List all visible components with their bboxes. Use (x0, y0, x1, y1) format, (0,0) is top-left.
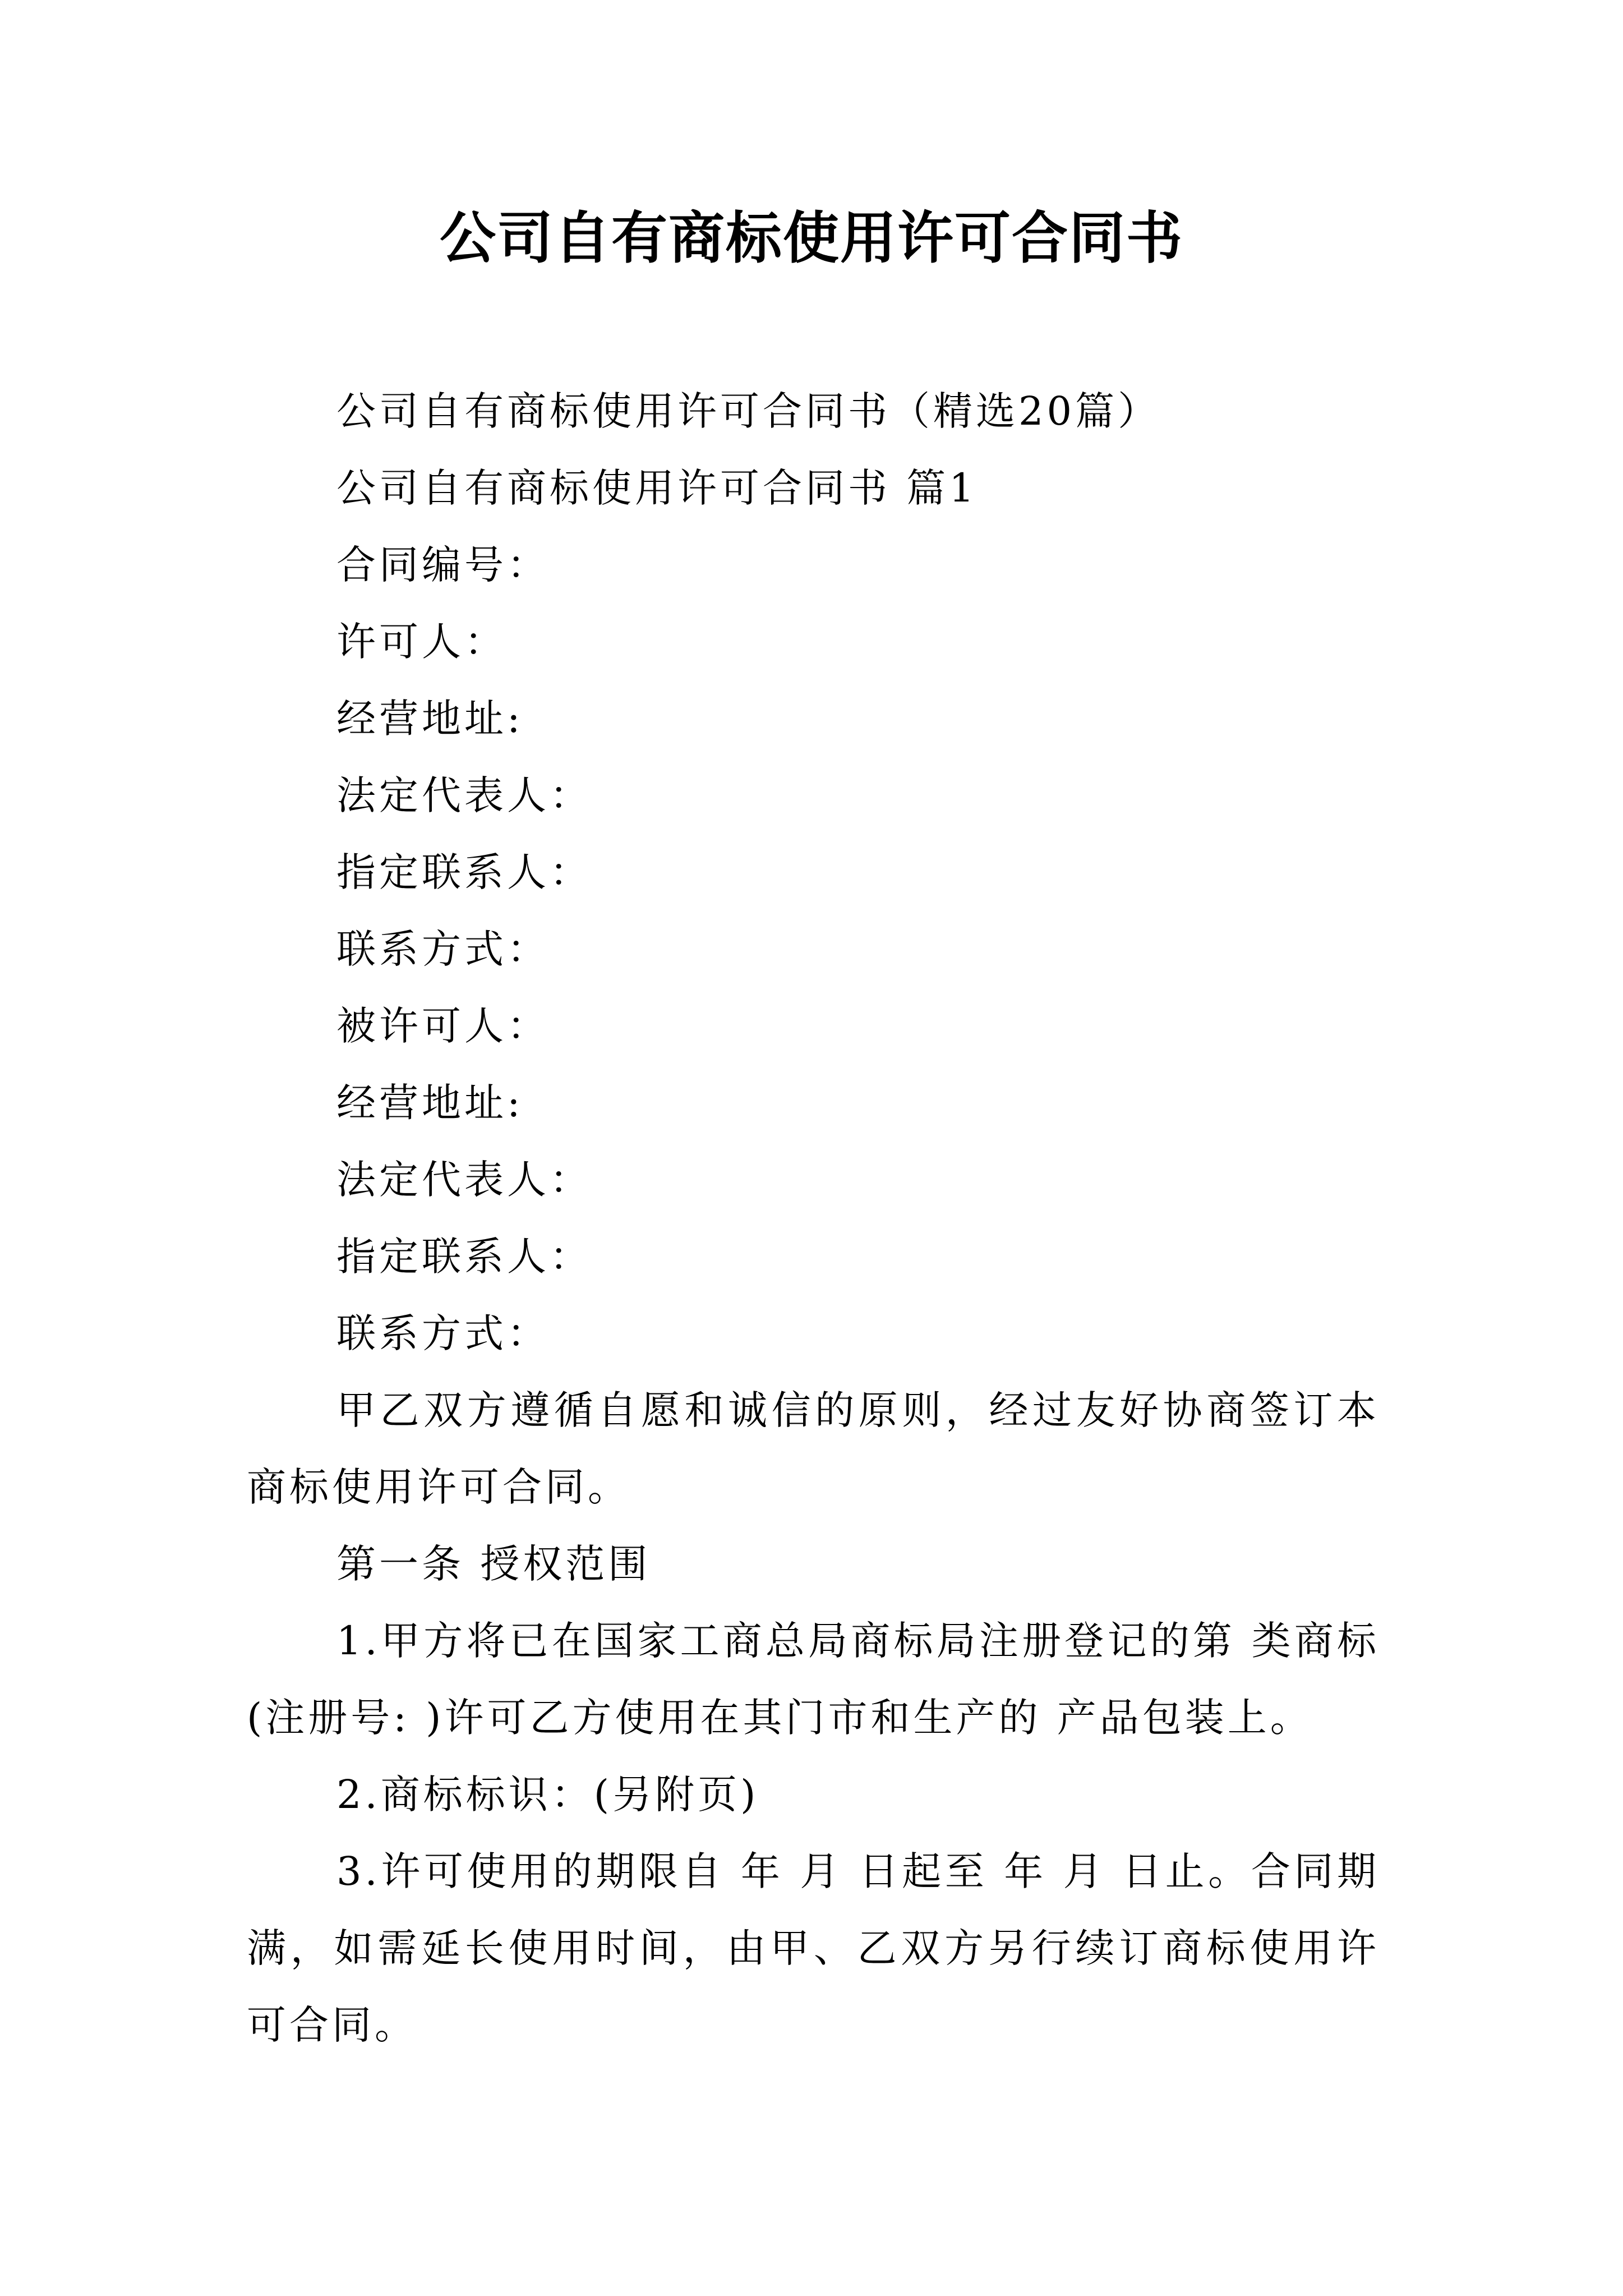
field-licensor-contact: 指定联系人： (336, 849, 592, 895)
document-title: 公司自有商标使用许可合同书 (440, 205, 1183, 271)
field-licensor-address: 经营地址: (336, 696, 524, 742)
field-licensor-contact-method: 联系方式： (336, 926, 550, 972)
clause-1: 1.甲方将已在国家工商总局商标局注册登记的第 类商标(注册号: )许可乙方使用在其门市和生产的 产品包装上。 (247, 1618, 1380, 1741)
subtitle: 公司自有商标使用许可合同书（精选20篇） (336, 388, 1161, 434)
field-licensor: 许可人： (336, 619, 507, 665)
field-licensee-address: 经营地址: (336, 1080, 524, 1126)
field-contract-number: 合同编号： (336, 542, 550, 588)
field-licensee-contact: 指定联系人： (336, 1234, 592, 1280)
clause-3: 3.许可使用的期限自 年 月 日起至 年 月 日止。合同期满，如需延长使用时间，由甲、乙双方另行续订商标使用许可合同。 (247, 1848, 1380, 2048)
article-heading: 第一条 授权范围 (336, 1541, 651, 1587)
clause-2: 2.商标标识：(另附页) (336, 1772, 759, 1818)
field-licensor-legal-rep: 法定代表人： (336, 772, 592, 818)
section-heading: 公司自有商标使用许可合同书 篇1 (336, 465, 978, 511)
field-licensee-contact-method: 联系方式： (336, 1310, 550, 1356)
field-licensee: 被许可人： (336, 1003, 550, 1049)
intro-paragraph: 甲乙双方遵循自愿和诚信的原则，经过友好协商签订本商标使用许可合同。 (247, 1387, 1380, 1510)
document-body (247, 373, 1380, 2064)
field-licensee-legal-rep: 法定代表人： (336, 1157, 592, 1203)
